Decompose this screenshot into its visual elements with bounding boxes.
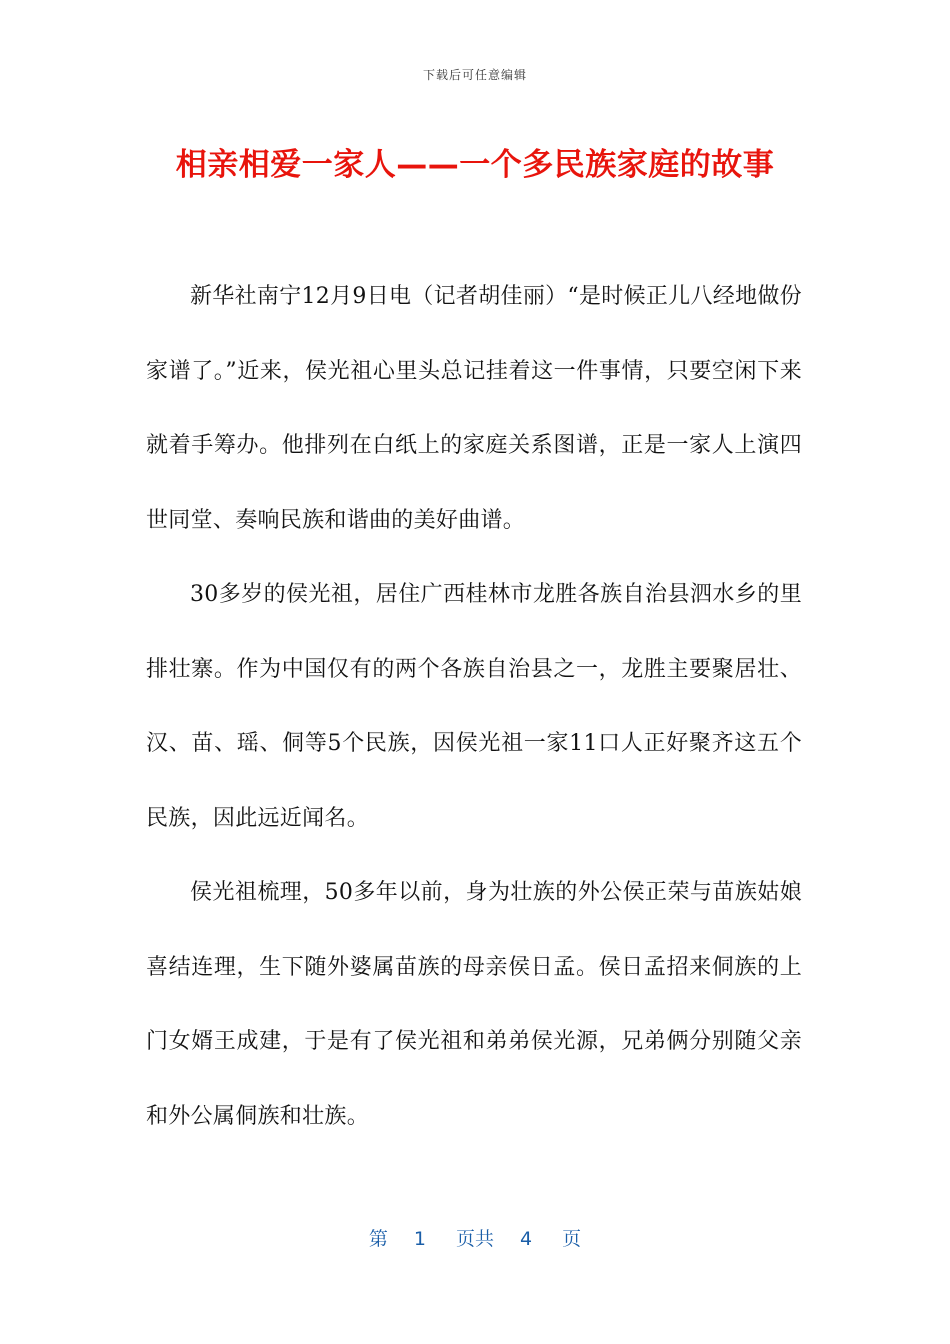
footer-page-suffix: 页	[562, 1228, 582, 1250]
paragraph-1: 新华社南宁12月9日电（记者胡佳丽）“是时候正儿八经地做份家谱了。”近来，侯光祖心里头总记挂着这一件事情，只要空闲下来就着手筹办。他排列在白纸上的家庭关系图谱，正是一家人上演四世同堂、奏响民族和谐曲的美好曲谱。	[146, 284, 802, 533]
footer-page-middle: 页共	[455, 1228, 494, 1250]
footer-page-prefix: 第	[368, 1228, 388, 1250]
page-header-note: 下载后可任意编辑	[422, 68, 527, 82]
page-number-footer	[0, 1224, 950, 1251]
footer-current-page: 1	[413, 1228, 426, 1250]
paragraph-3: 侯光祖梳理，50多年以前，身为壮族的外公侯正荣与苗族姑娘喜结连理，生下随外婆属苗族的母亲侯日孟。侯日孟招来侗族的上门女婿王成建，于是有了侯光祖和弟弟侯光源，兄弟俩分别随父亲和外公属侗族和壮族。	[146, 880, 802, 1129]
paragraph-2: 30多岁的侯光祖，居住广西桂林市龙胜各族自治县泗水乡的里排壮寨。作为中国仅有的两个各族自治县之一，龙胜主要聚居壮、汉、苗、瑶、侗等5个民族，因侯光祖一家11口人正好聚齐这五个民族，因此远近闻名。	[146, 582, 802, 831]
document-title: 相亲相爱一家人——一个多民族家庭的故事	[175, 147, 775, 183]
document-body	[146, 260, 802, 1154]
footer-total-pages: 4	[520, 1228, 533, 1250]
